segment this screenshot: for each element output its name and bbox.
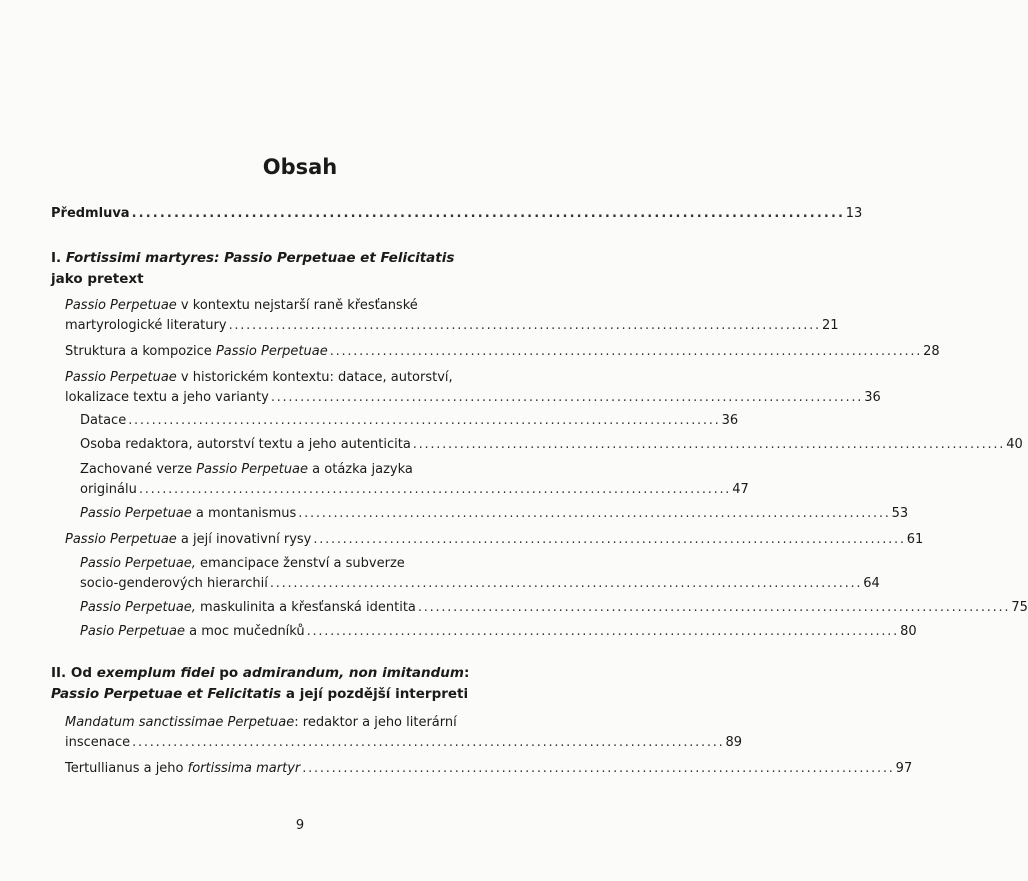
toc-entry[interactable]: Passio Perpetuae a její inovativní rysy . . . 61 xyxy=(65,530,519,549)
chapter-1-heading[interactable]: I. Fortissimi martyres: Passio Perpetuae et Felicitatis xyxy=(51,250,455,266)
page-ref: 53 xyxy=(891,506,909,521)
page-ref: 64 xyxy=(863,576,880,591)
toc-entry[interactable]: originálu . . . 47 xyxy=(80,480,519,499)
toc-entry[interactable]: Passio Perpetuae, maskulinita a křesťanská identita . . . 75 xyxy=(80,598,519,617)
page-ref: 40 xyxy=(1006,437,1023,452)
page-ref: 89 xyxy=(725,735,743,750)
page-number: 9 xyxy=(295,818,305,833)
toc-entry[interactable]: Osoba redaktora, autorství textu a jeho autenticita . . . 40 xyxy=(80,435,519,454)
page-ref: 28 xyxy=(923,344,940,359)
page-ref: 61 xyxy=(906,532,924,547)
chapter-2-heading-cont: Passio Perpetuae et Felicitatis a její pozdější interpreti xyxy=(51,686,469,702)
page-ref: 75 xyxy=(1011,600,1028,615)
toc-entry-line: Passio Perpetuae, emancipace ženství a subverze xyxy=(80,556,405,571)
chapter-1-heading-cont: jako pretext xyxy=(51,271,144,287)
page-ref: 47 xyxy=(732,482,749,497)
toc-entry[interactable]: socio-genderových hierarchií . . . 64 xyxy=(80,574,519,593)
chapter-2-heading[interactable]: II. Od exemplum fidei po admirandum, non imitandum: xyxy=(51,665,470,681)
toc-entry[interactable]: Pasio Perpetuae a moc mučedníků . . . 80 xyxy=(80,622,519,641)
toc-entry-line: Zachované verze Passio Perpetuae a otázka jazyka xyxy=(80,462,413,477)
toc-entry[interactable]: Passio Perpetuae a montanismus . . . 53 xyxy=(80,504,519,523)
page-ref: 80 xyxy=(900,624,917,639)
page-ref: 13 xyxy=(845,206,863,221)
toc-entry[interactable]: lokalizace textu a jeho varianty . . . 36 xyxy=(65,388,519,407)
page-ref: 36 xyxy=(721,413,739,428)
toc-entry[interactable]: martyrologické literatury . . . 21 xyxy=(65,316,519,335)
page-title: Obsah xyxy=(262,155,338,179)
toc-entry[interactable]: inscenace . . . 89 xyxy=(65,733,519,752)
toc-entry-foreword[interactable]: Předmluva . . . 13 xyxy=(51,204,519,223)
toc-entry-line: Passio Perpetuae v kontextu nejstarší raně křesťanské xyxy=(65,298,418,313)
toc-entry[interactable]: Struktura a kompozice Passio Perpetuae . . . 28 xyxy=(65,342,519,361)
toc-entry[interactable]: Datace . . . 36 xyxy=(80,411,519,430)
toc-entry-line: Mandatum sanctissimae Perpetuae: redaktor a jeho literární xyxy=(65,715,457,730)
page-ref: 36 xyxy=(864,390,881,405)
toc-entry[interactable]: Tertullianus a jeho fortissima martyr . . . 97 xyxy=(65,759,519,778)
toc-entry-line: Passio Perpetuae v historickém kontextu: datace, autorství, xyxy=(65,370,453,385)
page-ref: 97 xyxy=(895,761,913,776)
page-ref: 21 xyxy=(821,318,839,333)
